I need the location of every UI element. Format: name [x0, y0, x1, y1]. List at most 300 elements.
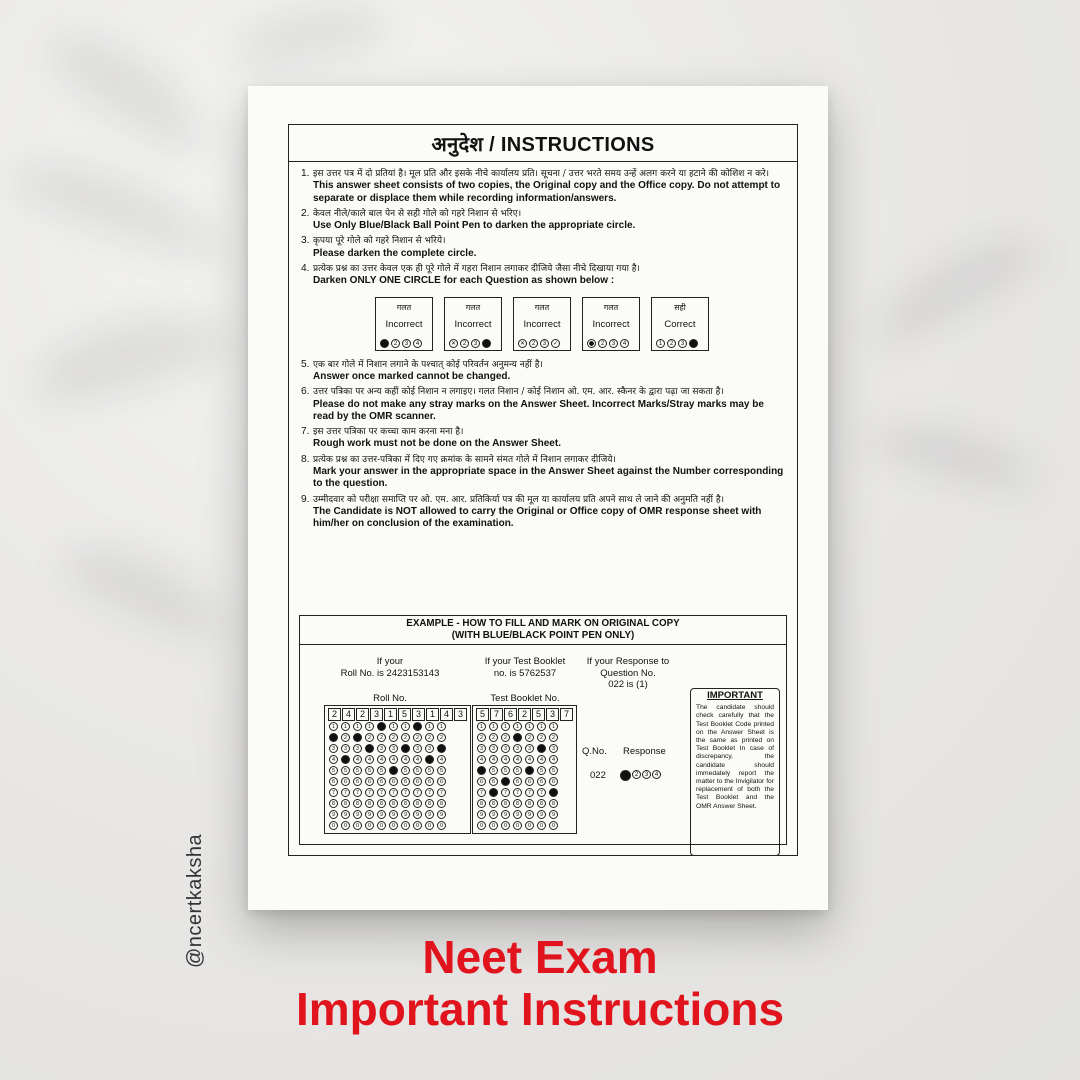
- item-number: 9.: [301, 493, 310, 505]
- bubble-icon: 9: [401, 810, 410, 819]
- bubble-icon: 0: [389, 821, 398, 830]
- bubble-icon: 9: [501, 810, 510, 819]
- bubble-icon: 8: [389, 799, 398, 808]
- bubble-icon: 0: [365, 821, 374, 830]
- bubble-icon: 6: [365, 777, 374, 786]
- english-text: Please do not make any stray marks on the Answer Sheet. Incorrect Marks/Stray marks may be read by the OMR scanner.: [313, 398, 764, 422]
- bubble-icon: 7: [501, 788, 510, 797]
- filled-bubble-icon: [380, 339, 389, 348]
- bubble-icon: 8: [477, 799, 486, 808]
- bubble-icon: 4: [620, 339, 629, 348]
- bubble-icon: 3: [540, 339, 549, 348]
- bubble-icon: 3: [678, 339, 687, 348]
- bubble-icon: 3: [389, 744, 398, 753]
- filled-bubble-icon: [501, 777, 510, 786]
- bubble-icon: 3: [377, 744, 386, 753]
- bubble-icon: 9: [353, 810, 362, 819]
- bubble-row: [476, 809, 573, 820]
- bubble-row: [476, 754, 573, 765]
- filled-bubble-icon: [525, 766, 534, 775]
- bubble-icon: 8: [489, 799, 498, 808]
- bubble-icon: 3: [609, 339, 618, 348]
- bubble-icon: 4: [537, 755, 546, 764]
- bubble-icon: 8: [329, 799, 338, 808]
- digit-cell: 1: [384, 708, 397, 721]
- filled-bubble-icon: [513, 733, 522, 742]
- filled-bubble-icon: [489, 788, 498, 797]
- bubble-icon: 5: [365, 766, 374, 775]
- bubble-icon: 2: [341, 733, 350, 742]
- incorrect-example: [444, 297, 502, 351]
- bubble-icon: 1: [477, 722, 486, 731]
- hindi-text: इस उत्तर पत्रिका पर कच्चा काम करना मना है।: [313, 427, 464, 438]
- bubble-icon: 8: [425, 799, 434, 808]
- instruction-item: [301, 454, 787, 491]
- caption-line: Roll No. is 2423153143: [340, 667, 440, 679]
- qno-value: 022: [590, 770, 606, 781]
- bubble-icon: 4: [489, 755, 498, 764]
- item-number: 7.: [301, 426, 310, 438]
- ticked-bubble-icon: ✓: [552, 340, 559, 347]
- bubble-icon: 0: [401, 821, 410, 830]
- bubble-icon: 0: [329, 821, 338, 830]
- hindi-text: उत्तर पत्रिका पर अन्य कहीं कोई निशान न लगाइए। गलत निशान / कोई निशान ओ. एम. आर. स्कैनर के द्वारा पढ़ा जा सकता है।: [313, 387, 724, 398]
- bubble-icon: 0: [501, 821, 510, 830]
- bubble-icon: 0: [549, 821, 558, 830]
- headline-line-1: Neet Exam: [422, 931, 658, 983]
- english-text: Please darken the complete circle.: [313, 247, 477, 259]
- bubble-icon: 2: [413, 733, 422, 742]
- filled-bubble-icon: [401, 744, 410, 753]
- filled-bubble-icon: [477, 766, 486, 775]
- incorrect-example: [375, 297, 433, 351]
- bubble-icon: 2: [401, 733, 410, 742]
- bubble-icon: 4: [501, 755, 510, 764]
- leaf-shadow: [7, 144, 233, 271]
- bubble-icon: 3: [549, 744, 558, 753]
- response-bubbles: [620, 770, 661, 781]
- digit-cell: 3: [546, 708, 559, 721]
- caption-line: Question No.: [600, 667, 656, 679]
- correct-example: [651, 297, 709, 351]
- bubble-icon: 9: [513, 810, 522, 819]
- filled-bubble-icon: [341, 755, 350, 764]
- item-number: 5.: [301, 358, 310, 370]
- bubble-icon: 0: [513, 821, 522, 830]
- example-heading: [300, 616, 786, 645]
- item-number: 6.: [301, 386, 310, 398]
- caption-line: If your: [376, 656, 404, 667]
- bubble-icon: 9: [377, 810, 386, 819]
- bubble-icon: 3: [525, 744, 534, 753]
- english-text: The Candidate is NOT allowed to carry the Original or Office copy of OMR response sheet with him/her on conclusion of the examination.: [313, 505, 762, 530]
- bubble-icon: 7: [525, 788, 534, 797]
- crossed-bubble-icon: ✕: [519, 340, 526, 347]
- bubble-icon: 2: [549, 733, 558, 742]
- bubble-row: [328, 776, 467, 787]
- bubble-row: [476, 765, 573, 776]
- bubble-icon: 0: [489, 821, 498, 830]
- bubble-icon: 0: [425, 821, 434, 830]
- digit-cell: 5: [532, 708, 545, 721]
- filled-bubble-icon: [413, 722, 422, 731]
- booklet-caption: [470, 656, 580, 679]
- bubble-icon: 2: [477, 733, 486, 742]
- bubble-icon: 8: [413, 799, 422, 808]
- bubble-icon: 9: [389, 810, 398, 819]
- bubble-icon: 1: [389, 722, 398, 731]
- bubble-icon: 4: [389, 755, 398, 764]
- bubble-icon: 3: [353, 744, 362, 753]
- item-number: 4.: [301, 263, 310, 275]
- crossed-bubble-icon: ✕: [450, 340, 457, 347]
- bubble-icon: 8: [377, 799, 386, 808]
- digit-cell: 7: [490, 708, 503, 721]
- bubble-icon: 3: [513, 744, 522, 753]
- digit-cell: 3: [454, 708, 467, 721]
- bubble-icon: 0: [353, 821, 362, 830]
- bubble-icon: 3: [341, 744, 350, 753]
- instruction-item: [301, 426, 787, 451]
- bubble-icon: 9: [525, 810, 534, 819]
- bubble-icon: 7: [413, 788, 422, 797]
- english-text: Mark your answer in the appropriate space in the Answer Sheet against the Number corresponding to the question.: [313, 466, 784, 490]
- bubble-icon: 3: [642, 770, 651, 779]
- bubble-icon: 0: [525, 821, 534, 830]
- bubble-icon: 5: [513, 766, 522, 775]
- caption-line: 022 is (1): [608, 679, 648, 690]
- answer-sheet: [248, 86, 828, 910]
- bubble-icon: 4: [365, 755, 374, 764]
- bubble-icon: 8: [437, 799, 446, 808]
- bubble-icon: 9: [365, 810, 374, 819]
- bubble-row: [328, 765, 467, 776]
- english-text: Answer once marked cannot be changed.: [313, 370, 511, 382]
- box-hindi-label: गलत: [603, 302, 619, 312]
- bubble-icon: 3: [425, 744, 434, 753]
- bubble-icon: 8: [501, 799, 510, 808]
- bubble-row: [476, 798, 573, 809]
- bubble-row: [476, 776, 573, 787]
- bubble-icon: 4: [513, 755, 522, 764]
- caption-line: no. is 5762537: [493, 667, 557, 679]
- bubble-icon: 4: [413, 755, 422, 764]
- bubble-icon: 7: [365, 788, 374, 797]
- bubble-icon: 4: [477, 755, 486, 764]
- bubble-row: [328, 820, 467, 831]
- bubble-icon: 1: [401, 722, 410, 731]
- filled-bubble-icon: [620, 770, 631, 781]
- bubble-icon: 1: [525, 722, 534, 731]
- hindi-text: कृपया पूरे गोले को गहरे निशान से भरिये।: [313, 236, 446, 247]
- bubble-icon: 3: [489, 744, 498, 753]
- bubble-icon: 6: [329, 777, 338, 786]
- digit-cell: 3: [412, 708, 425, 721]
- bubble-icon: 4: [525, 755, 534, 764]
- bubble-icon: 2: [460, 339, 469, 348]
- bubble-icon: 0: [477, 821, 486, 830]
- instruction-item: [301, 208, 787, 233]
- bubble-icon: 2: [529, 339, 538, 348]
- digit-cell: 4: [440, 708, 453, 721]
- bubble-icon: 6: [425, 777, 434, 786]
- filled-bubble-icon: [482, 339, 491, 348]
- bubble-icon: 9: [341, 810, 350, 819]
- digit-header-row: [328, 708, 467, 721]
- filled-bubble-icon: [437, 744, 446, 753]
- bubble-icon: 1: [501, 722, 510, 731]
- bubble-icon: 0: [377, 821, 386, 830]
- item-number: 1.: [301, 168, 310, 179]
- bubble-icon: 9: [437, 810, 446, 819]
- item-number: 3.: [301, 235, 310, 247]
- box-label: Incorrect: [385, 318, 423, 330]
- filled-bubble-icon: [389, 766, 398, 775]
- bubble-icon: 6: [377, 777, 386, 786]
- bubble-icon: 5: [549, 766, 558, 775]
- bubble-icon: 6: [525, 777, 534, 786]
- caption-line: If your Response to: [586, 656, 670, 667]
- example-section: [299, 615, 787, 845]
- bubble-icon: 2: [598, 339, 607, 348]
- bubble-icon: 0: [413, 821, 422, 830]
- instructions-list: [289, 162, 797, 531]
- bubble-icon: 5: [341, 766, 350, 775]
- bubble-icon: 5: [489, 766, 498, 775]
- box-hindi-label: गलत: [396, 302, 412, 312]
- bubble-icon: 1: [353, 722, 362, 731]
- example-heading-line: (WITH BLUE/BLACK POINT PEN ONLY): [451, 630, 635, 641]
- bubble-icon: 1: [656, 339, 665, 348]
- incorrect-example: [513, 297, 571, 351]
- hindi-text: उम्मीदवार को परीक्षा समाप्ति पर ओ. एम. आर. प्रतिकिर्या पत्र की मूल या कार्यालय प्रति अपने साथ ले जाने की अनुमति नहीं है।: [313, 494, 725, 505]
- bubble-icon: 4: [413, 339, 422, 348]
- sheet-title: अनुदेश / INSTRUCTIONS: [289, 125, 797, 162]
- bubble-icon: 8: [365, 799, 374, 808]
- bubble-icon: 9: [477, 810, 486, 819]
- leaf-shadow: [859, 216, 1051, 359]
- bubble-icon: 3: [402, 339, 411, 348]
- digit-cell: 6: [504, 708, 517, 721]
- incorrect-example: [582, 297, 640, 351]
- bubble-icon: 7: [329, 788, 338, 797]
- digit-cell: 5: [398, 708, 411, 721]
- leaf-shadow: [24, 295, 235, 414]
- bubble-row: [328, 721, 467, 732]
- filled-bubble-icon: [689, 339, 698, 348]
- bubble-icon: 6: [413, 777, 422, 786]
- filled-bubble-icon: [377, 722, 386, 731]
- digit-cell: 2: [518, 708, 531, 721]
- bubble-row: [328, 787, 467, 798]
- bubble-icon: 8: [353, 799, 362, 808]
- headline-line-2: Important Instructions: [295, 983, 785, 1035]
- bubble-icon: 6: [537, 777, 546, 786]
- instructions-frame: [288, 124, 798, 856]
- bubble-icon: 1: [549, 722, 558, 731]
- english-text: This answer sheet consists of two copies, the Original copy and the Office copy. Do not attempt to separate or displace them while recording information/answers.: [313, 180, 781, 204]
- digit-cell: 5: [476, 708, 489, 721]
- bubble-icon: 5: [353, 766, 362, 775]
- bubble-icon: 8: [341, 799, 350, 808]
- item-number: 2.: [301, 207, 310, 219]
- bubble-icon: 1: [329, 722, 338, 731]
- filled-bubble-icon: [353, 733, 362, 742]
- caption-line: If your Test Booklet: [484, 656, 566, 667]
- item-number: 8.: [301, 453, 310, 465]
- bubble-icon: 4: [401, 755, 410, 764]
- bubble-row: [328, 809, 467, 820]
- hindi-text: प्रत्येक प्रश्न का उत्तर-पत्रिका में दिए गए क्रमांक के सामने संमत गोले में निशान लगाकर दीजिये।: [313, 454, 616, 465]
- hindi-text: केवल नीले/काले बाल पेन से सही गोले को गहरे निशान से भरिए।: [313, 208, 522, 219]
- bubble-row: [476, 743, 573, 754]
- bubble-icon: 5: [537, 766, 546, 775]
- instruction-item: [301, 386, 787, 423]
- bubble-icon: 2: [537, 733, 546, 742]
- hindi-text: इस उत्तर पत्र में दो प्रतियां है। मूल प्रति और इसके नीचे कार्यालय प्रति। सूचना / उत्तर भरते समय उन्हें अलग करने या हटाने की कोशिश न करे।: [313, 169, 770, 179]
- roll-caption: [330, 656, 450, 679]
- bubble-row: [328, 754, 467, 765]
- filled-bubble-icon: [537, 744, 546, 753]
- filled-bubble-icon: [365, 744, 374, 753]
- bubble-icon: 4: [549, 755, 558, 764]
- half-filled-bubble-icon: [587, 339, 596, 348]
- bubble-icon: 6: [341, 777, 350, 786]
- bubble-icon: 6: [549, 777, 558, 786]
- bubble-icon: 8: [537, 799, 546, 808]
- bubble-icon: 4: [377, 755, 386, 764]
- hindi-text: एक बार गोले में निशान लगाने के पश्चात् कोई परिवर्तन अनुमन्य नहीं है।: [313, 359, 543, 370]
- bubble-icon: 1: [537, 722, 546, 731]
- bubble-icon: 7: [353, 788, 362, 797]
- booklet-number-grid: [472, 705, 577, 834]
- bubble-icon: 2: [377, 733, 386, 742]
- instruction-item: [301, 494, 787, 531]
- bubble-icon: 8: [549, 799, 558, 808]
- bubble-icon: 2: [667, 339, 676, 348]
- bubble-icon: 9: [489, 810, 498, 819]
- bubble-icon: 1: [513, 722, 522, 731]
- bubble-icon: 5: [425, 766, 434, 775]
- bubble-icon: 9: [549, 810, 558, 819]
- leaf-shadow: [39, 14, 221, 166]
- box-hindi-label: गलत: [534, 302, 550, 312]
- important-text: The candidate should check carefully that the Test Booklet Code printed on the Answer Sheet is the same as printed on Test Booklet In case of discrepancy, the candidate should immedately report the matter to the Invigilator for replacement of both the Test Booklet and the OMR Answer Sheet.: [696, 704, 774, 810]
- bubble-icon: 1: [365, 722, 374, 731]
- digit-header-row: [476, 708, 573, 721]
- bubble-icon: 6: [489, 777, 498, 786]
- bubble-icon: 2: [425, 733, 434, 742]
- box-hindi-label: सही: [674, 302, 686, 312]
- social-handle: @ncertkaksha: [184, 833, 206, 968]
- english-text: Darken ONLY ONE CIRCLE for each Question as shown below :: [313, 275, 615, 287]
- instruction-item: [301, 235, 787, 260]
- digit-cell: 3: [370, 708, 383, 721]
- qno-label: Q.No.: [582, 746, 607, 757]
- digit-cell: 4: [342, 708, 355, 721]
- filled-bubble-icon: [329, 733, 338, 742]
- bubble-icon: 2: [525, 733, 534, 742]
- instruction-item: [301, 168, 787, 205]
- box-label: Incorrect: [523, 318, 561, 330]
- bubble-icon: 7: [477, 788, 486, 797]
- digit-cell: 2: [328, 708, 341, 721]
- bubble-icon: 7: [437, 788, 446, 797]
- bubble-row: [328, 743, 467, 754]
- bubble-icon: 6: [401, 777, 410, 786]
- bubble-row: [476, 787, 573, 798]
- bubble-icon: 6: [437, 777, 446, 786]
- bubble-row: [476, 820, 573, 831]
- box-label: Incorrect: [454, 318, 492, 330]
- bubble-icon: 9: [329, 810, 338, 819]
- roll-number-grid: [324, 705, 471, 834]
- bubble-row: [328, 798, 467, 809]
- bubble-icon: 3: [329, 744, 338, 753]
- english-text: Use Only Blue/Black Ball Point Pen to darken the appropriate circle.: [313, 220, 636, 232]
- bubble-icon: 6: [389, 777, 398, 786]
- box-label: Incorrect: [592, 318, 630, 330]
- bubble-icon: 2: [391, 339, 400, 348]
- bubble-icon: 7: [425, 788, 434, 797]
- instruction-item: [301, 359, 787, 384]
- bubble-row: [476, 732, 573, 743]
- leaf-shadow: [866, 409, 1043, 501]
- bubble-icon: 6: [513, 777, 522, 786]
- bubble-icon: 3: [501, 744, 510, 753]
- bubble-icon: 3: [413, 744, 422, 753]
- bubble-icon: 5: [501, 766, 510, 775]
- bubble-icon: 1: [437, 722, 446, 731]
- important-box: [690, 688, 780, 856]
- bubble-icon: 1: [489, 722, 498, 731]
- bubble-icon: 9: [413, 810, 422, 819]
- bubble-icon: 2: [501, 733, 510, 742]
- response-label: Response: [623, 746, 666, 757]
- box-hindi-label: गलत: [465, 302, 481, 312]
- bubble-icon: 5: [413, 766, 422, 775]
- bubble-icon: 2: [437, 733, 446, 742]
- booklet-label: Test Booklet No.: [490, 693, 560, 704]
- bubble-icon: 7: [513, 788, 522, 797]
- bubble-icon: 2: [632, 770, 641, 779]
- bubble-icon: 2: [489, 733, 498, 742]
- bubble-icon: 5: [377, 766, 386, 775]
- leaf-shadow: [227, 0, 393, 74]
- bubble-icon: 1: [341, 722, 350, 731]
- digit-cell: 1: [426, 708, 439, 721]
- bubble-icon: 3: [477, 744, 486, 753]
- english-text: Rough work must not be done on the Answer Sheet.: [313, 438, 561, 450]
- bubble-icon: 1: [425, 722, 434, 731]
- bubble-icon: 7: [341, 788, 350, 797]
- bubble-icon: 8: [525, 799, 534, 808]
- digit-cell: 2: [356, 708, 369, 721]
- bubble-icon: 5: [329, 766, 338, 775]
- bubble-icon: 4: [329, 755, 338, 764]
- digit-cell: 7: [560, 708, 573, 721]
- bubble-icon: 0: [437, 821, 446, 830]
- bubble-icon: 7: [537, 788, 546, 797]
- roll-label: Roll No.: [373, 693, 407, 704]
- bubble-icon: 2: [389, 733, 398, 742]
- example-heading-line: EXAMPLE - HOW TO FILL AND MARK ON ORIGINAL COPY: [406, 618, 680, 629]
- box-label: Correct: [664, 318, 696, 330]
- bubble-icon: 5: [401, 766, 410, 775]
- hindi-text: प्रत्येक प्रश्न का उत्तर केवल एक ही पूरे गोले में गहरा निशान लगाकर दीजिये जैसा नीचे दिखाया गया है।: [313, 264, 640, 275]
- bubble-icon: 8: [513, 799, 522, 808]
- bubble-icon: 0: [537, 821, 546, 830]
